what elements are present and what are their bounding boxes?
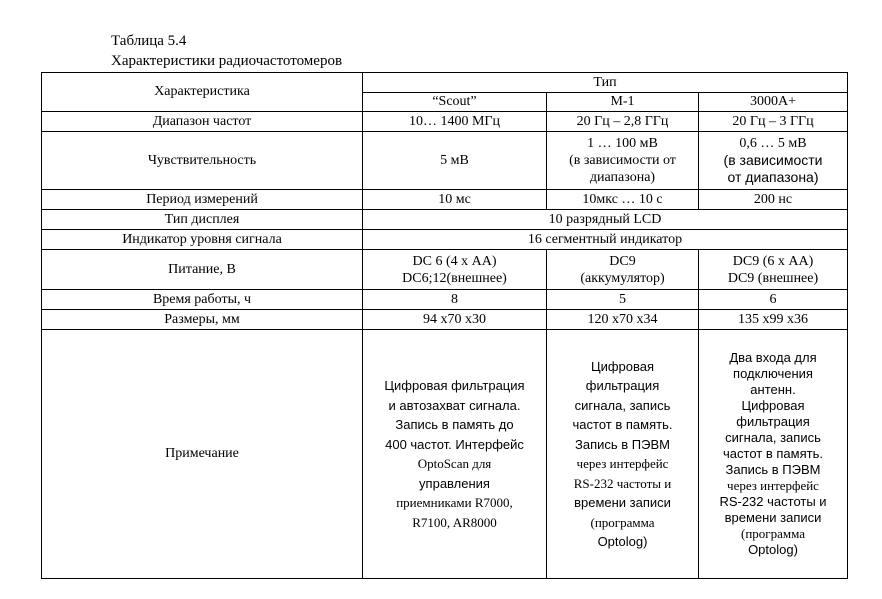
cell-value: 20 Гц – 3 ГГц — [699, 112, 848, 132]
cell-value: 16 сегментный индикатор — [363, 230, 848, 250]
cell-value — [547, 132, 699, 190]
cell-line: OptoScan для — [417, 456, 492, 471]
cell-line: Два входа для — [729, 350, 817, 365]
cell-line: управления — [419, 475, 490, 491]
cell-line: RS-232 частоты и — [573, 475, 672, 491]
row-label: Индикатор уровня сигнала — [42, 230, 363, 250]
table-row — [42, 290, 848, 310]
cell-line: через интерфейс — [727, 478, 819, 493]
cell-value: 10мкс … 10 с — [547, 190, 699, 210]
cell-line: Optolog) — [597, 534, 648, 549]
cell-line: (в зависимости от — [569, 153, 676, 168]
cell-line: подключения — [733, 366, 813, 381]
cell-value — [699, 250, 848, 290]
cell-value: 200 нс — [699, 190, 848, 210]
cell-value: 10… 1400 МГц — [363, 112, 547, 132]
header-model-m1: M-1 — [547, 93, 699, 112]
cell-line: Запись в ПЭВМ — [725, 462, 821, 477]
cell-line: DC9 — [609, 253, 636, 269]
cell-value: 94 х70 х30 — [363, 310, 547, 330]
cell-line: фильтрация — [585, 378, 660, 393]
cell-line: Цифровая — [741, 398, 805, 413]
cell-line: диапазона) — [589, 170, 656, 185]
header-model-scout: “Scout” — [363, 93, 547, 112]
cell-line: (в зависимости — [723, 152, 823, 168]
row-label: Диапазон частот — [42, 112, 363, 132]
note-cell-3000a — [699, 330, 848, 579]
table-row — [42, 310, 848, 330]
header-characteristic: Характеристика — [42, 73, 363, 112]
cell-line: DC9 (6 х АА) — [732, 253, 814, 269]
row-label: Чувствительность — [42, 132, 363, 190]
cell-line: DC 6 (4 х АА) — [412, 253, 497, 269]
cell-line: Запись в память до — [395, 417, 514, 432]
row-label: Примечание — [42, 330, 363, 579]
cell-value — [363, 250, 547, 290]
cell-value: 5 мВ — [363, 132, 547, 190]
table-number: Таблица 5.4 — [111, 33, 187, 49]
cell-line: сигнала, запись — [725, 430, 821, 445]
row-label: Тип дисплея — [42, 210, 363, 230]
header-row — [42, 73, 848, 93]
cell-line: 1 … 100 мВ — [587, 136, 658, 151]
cell-line: антенн. — [750, 382, 796, 397]
cell-value: 10 мс — [363, 190, 547, 210]
cell-value: 8 — [363, 290, 547, 310]
cell-line: R7100, AR8000 — [412, 514, 497, 530]
cell-value: 135 х99 х36 — [699, 310, 848, 330]
table-row — [42, 210, 848, 230]
cell-line: 0,6 … 5 мВ — [739, 136, 807, 151]
table-row — [42, 230, 848, 250]
cell-value: 20 Гц – 2,8 ГГц — [547, 112, 699, 132]
cell-value: 120 х70 х34 — [547, 310, 699, 330]
cell-line: от диапазона) — [727, 169, 819, 185]
table-row — [42, 112, 848, 132]
note-cell-scout — [363, 330, 547, 579]
cell-line: Optolog) — [748, 542, 798, 557]
cell-line: частот в память. — [572, 417, 673, 432]
cell-line: фильтрация — [736, 414, 810, 429]
cell-line: RS-232 частоты и — [719, 494, 827, 509]
cell-line: приемниками R7000, — [396, 495, 513, 510]
cell-value — [547, 250, 699, 290]
cell-line: DC9 (внешнее) — [727, 270, 819, 286]
cell-line: частот в память. — [723, 446, 823, 461]
cell-line: сигнала, запись — [574, 397, 671, 413]
characteristics-table — [41, 72, 848, 579]
cell-line: (аккумулятор) — [580, 270, 665, 286]
row-label: Период измерений — [42, 190, 363, 210]
note-cell-m1 — [547, 330, 699, 579]
cell-value: 6 — [699, 290, 848, 310]
cell-line: (программа — [740, 526, 806, 541]
table-row — [42, 190, 848, 210]
cell-value — [699, 132, 848, 190]
cell-line: Цифровая фильтрация — [384, 378, 525, 393]
row-label: Размеры, мм — [42, 310, 363, 330]
cell-line: (программа — [590, 514, 655, 530]
header-type: Тип — [363, 73, 848, 93]
cell-line: времени записи — [724, 510, 822, 525]
table-row — [42, 132, 848, 190]
cell-line: DC6;12(внешнее) — [402, 270, 507, 286]
cell-line: Запись в ПЭВМ — [575, 436, 670, 452]
row-label: Питание, В — [42, 250, 363, 290]
row-label: Время работы, ч — [42, 290, 363, 310]
table-row — [42, 250, 848, 290]
cell-line: Цифровая — [590, 358, 655, 374]
cell-line: времени записи — [574, 495, 671, 510]
cell-line: через интерфейс — [576, 456, 669, 471]
header-model-3000a: 3000A+ — [699, 93, 848, 112]
table-title: Характеристики радиочастотомеров — [111, 53, 343, 69]
cell-value: 5 — [547, 290, 699, 310]
cell-value: 10 разрядный LCD — [363, 210, 848, 230]
cell-line: 400 частот. Интерфейс — [385, 436, 524, 452]
cell-line: и автозахват сигнала. — [388, 397, 521, 413]
table-row — [42, 330, 848, 579]
